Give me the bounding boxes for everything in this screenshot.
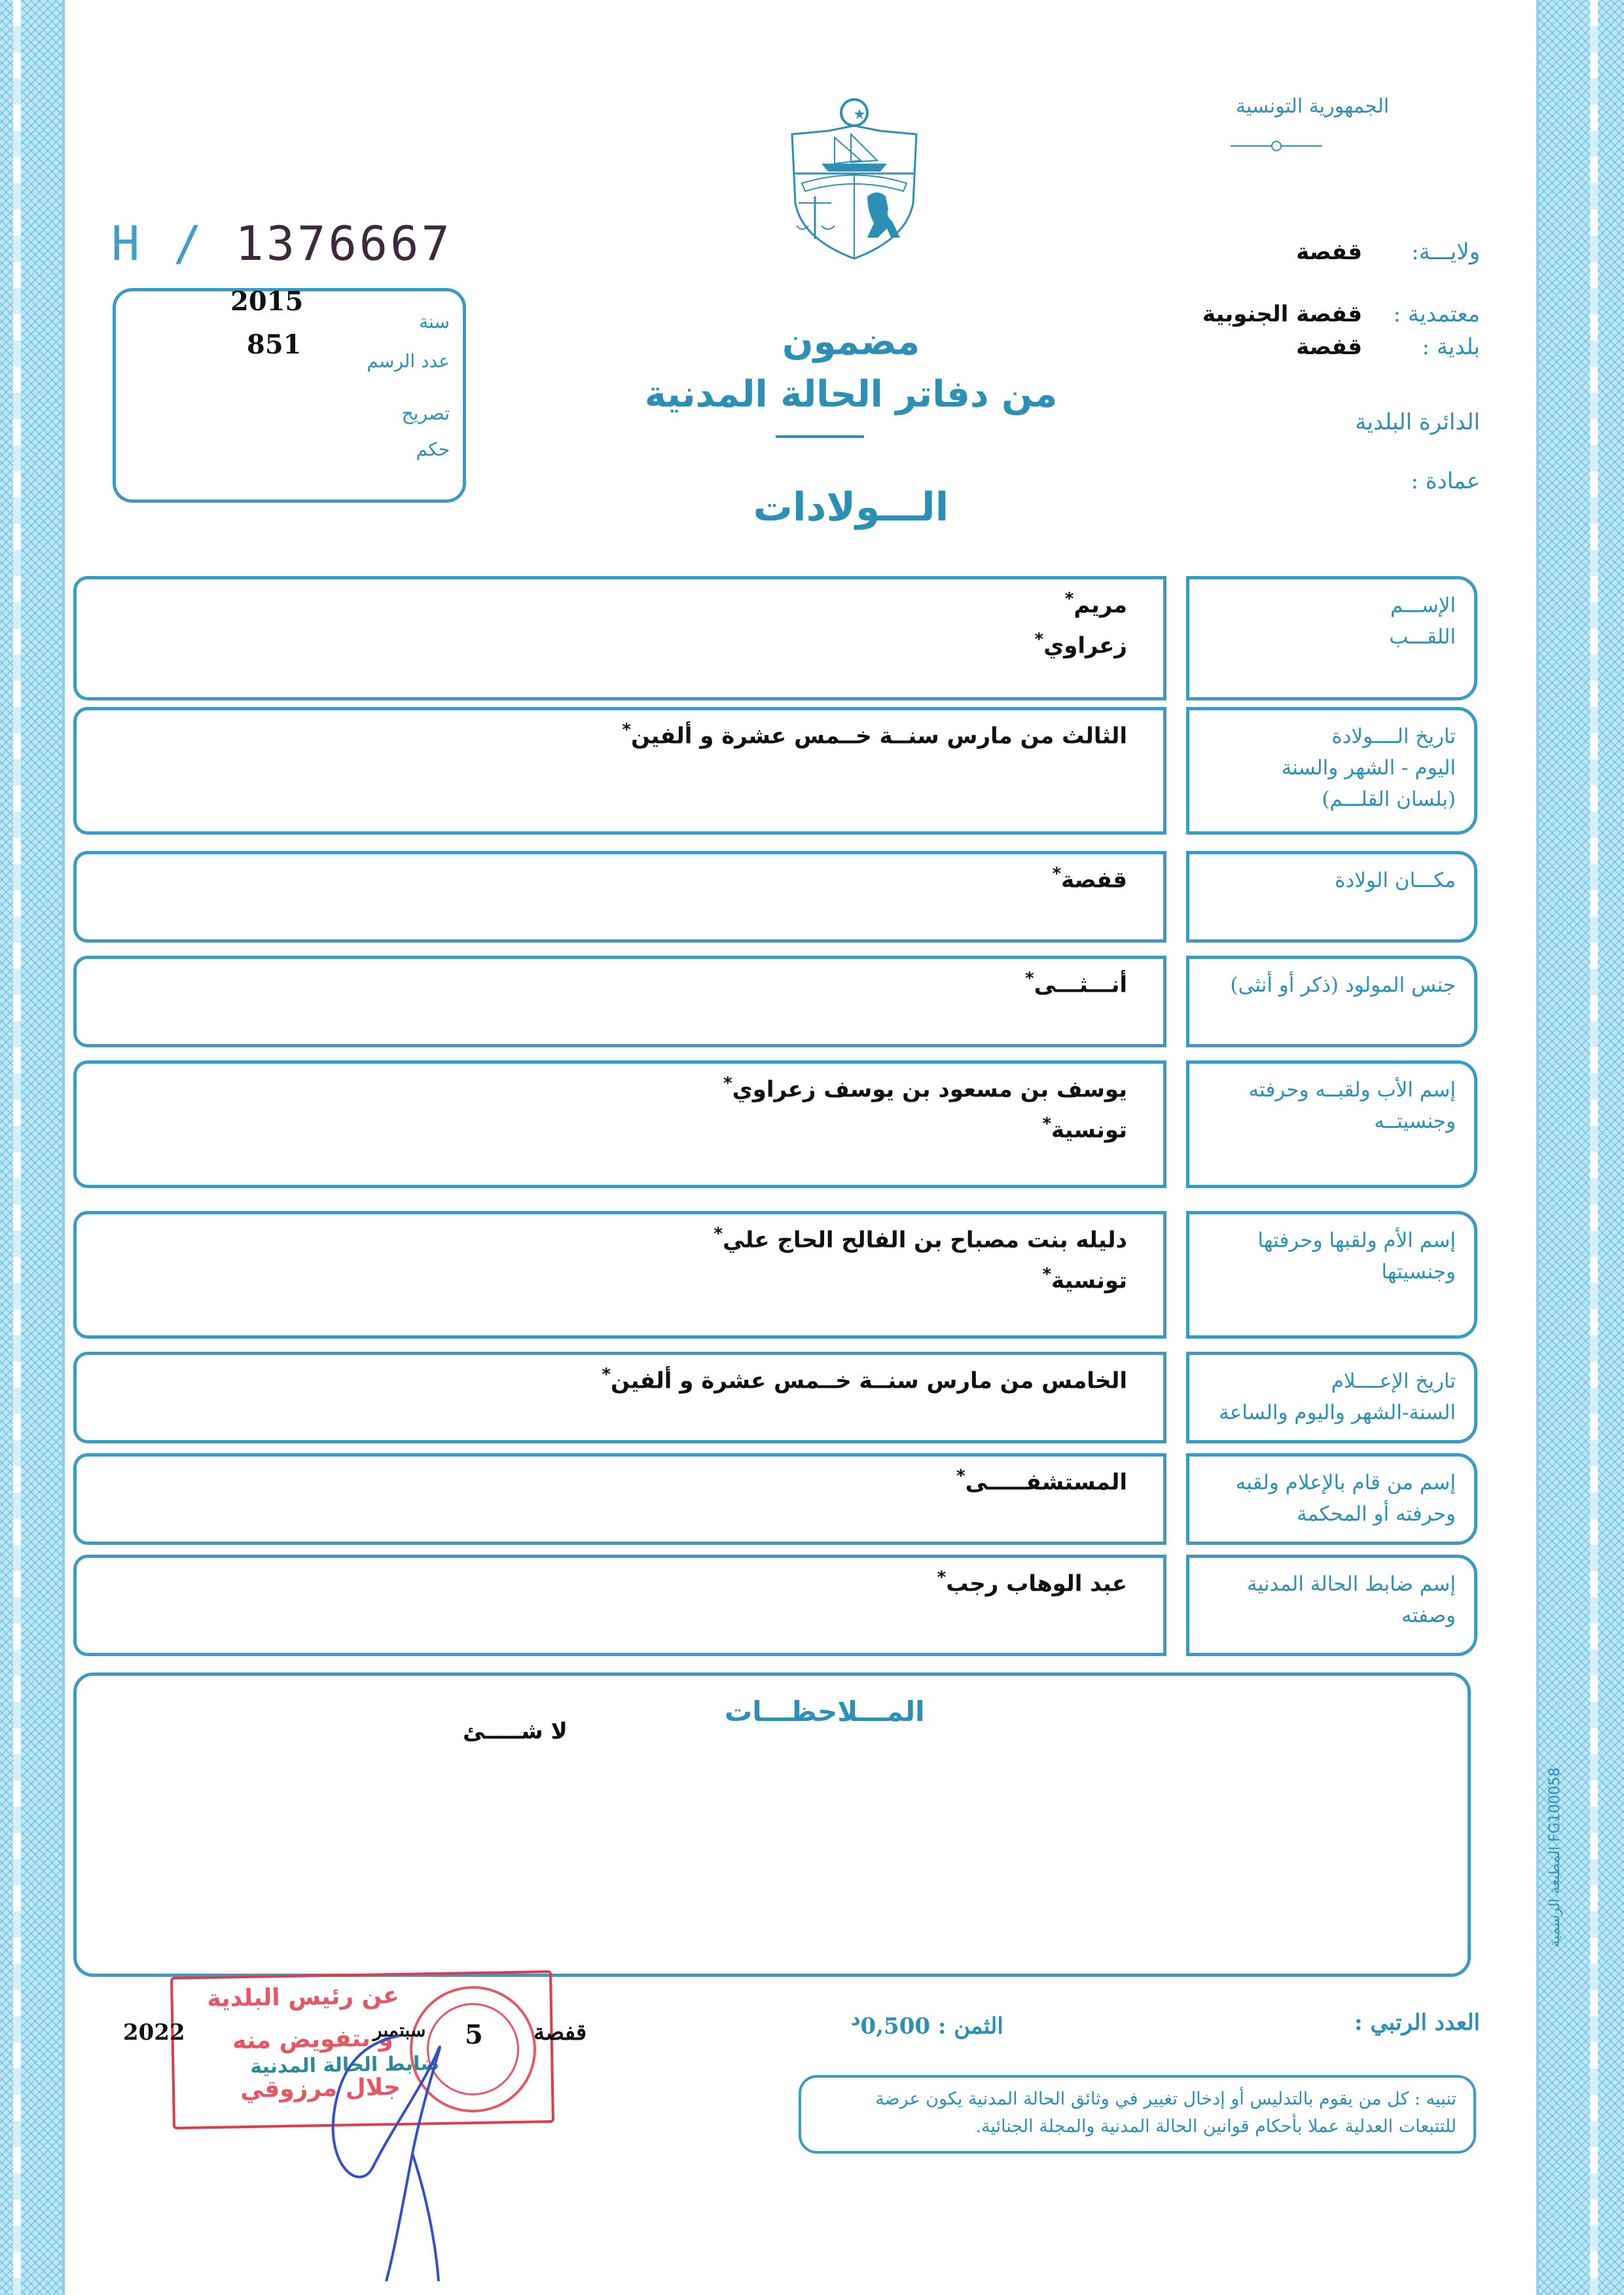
field-value: الخامس من مارس سنــة خــمس عشرة و ألفين* <box>602 1365 1127 1394</box>
document-title-births: الـــولادات <box>753 484 949 530</box>
field-value: تونسية* <box>1042 1264 1127 1294</box>
price <box>851 2008 1003 2039</box>
field-row <box>73 851 1477 943</box>
record-number-value: 851 <box>247 329 302 360</box>
field-row <box>73 1453 1477 1545</box>
field-label-box <box>1186 1352 1477 1443</box>
field-value: عبد الوهاب رجب* <box>937 1568 1127 1597</box>
stamp-line-1: عن رئيس البلدية <box>206 1982 399 2013</box>
title-underline <box>776 435 864 438</box>
date-day: 5 <box>465 2019 483 2050</box>
district-row <box>1355 409 1480 435</box>
value-marker: * <box>602 1365 611 1384</box>
field-label-box <box>1186 1453 1477 1545</box>
serial-value: 1376667 <box>235 216 452 271</box>
sector-label: عمادة : <box>1411 468 1480 494</box>
year-value: 2015 <box>230 286 304 317</box>
field-label: وحرفته أو المحكمة <box>1297 1502 1456 1527</box>
field-label-box <box>1186 1060 1477 1188</box>
printer-mark: المطبعة الرسمية FG100058 <box>1547 1767 1563 1947</box>
governorate-row <box>1296 239 1480 265</box>
value-marker: * <box>1042 1113 1052 1134</box>
field-row <box>73 956 1477 1047</box>
field-label: وصفته <box>1401 1604 1456 1628</box>
price-label: الثمن : <box>937 2013 1003 2040</box>
field-row <box>73 1211 1477 1339</box>
field-label: تاريخ الــــولادة <box>1331 725 1456 748</box>
field-value: الثالث من مارس سنــة خــمس عشرة و ألفين* <box>622 720 1127 750</box>
municipality-value: قفصة <box>1296 334 1362 360</box>
field-value: قفصة* <box>1052 864 1127 894</box>
republic-title: الجمهورية التونسية <box>1235 95 1390 118</box>
field-value-box <box>73 1211 1166 1339</box>
governorate-label: ولايـــة: <box>1411 239 1480 265</box>
field-value: تونسية* <box>1042 1113 1127 1144</box>
delegation-row <box>1202 288 1480 327</box>
field-label: السنة-الشهر واليوم والساعة <box>1219 1401 1456 1425</box>
field-label: إسم الأم ولقبها وحرفتها <box>1257 1229 1456 1252</box>
governorate-value: قفصة <box>1296 239 1362 265</box>
field-value: أنـــثـــى* <box>1024 969 1127 998</box>
field-row <box>73 1555 1477 1656</box>
field-value: زعراوي* <box>1034 629 1127 659</box>
judgment-label: حكم <box>416 439 450 460</box>
delegation-label: معتمدية : <box>1393 301 1480 327</box>
field-label: (بلسان القلـــم) <box>1322 787 1456 812</box>
field-label: تاريخ الإعــــلام <box>1331 1369 1456 1393</box>
field-label: جنس المولود (ذكر أو أنثى) <box>1230 973 1456 997</box>
registration-box <box>113 288 466 503</box>
value-marker: * <box>1052 864 1062 884</box>
legal-warning-text: تنبيه : كل من يقوم بالتدليس أو إدخال تغيير في وثائق الحالة المدنية يكون عرضة للتتبعات العدلية عملا بأحكام قوانين الحالة المدنية والمجلة الجنائية. <box>875 2089 1456 2137</box>
guilloche-border-right <box>1536 0 1624 2295</box>
date-month: سبتمبر <box>373 2019 426 2041</box>
field-label-box <box>1186 1555 1477 1656</box>
guilloche-border-left <box>0 0 65 2295</box>
value-marker: * <box>622 720 632 740</box>
field-label: وجنسيتها <box>1381 1260 1456 1284</box>
stamp-line-2: و بتفويض منه <box>232 2025 394 2055</box>
district-label: الدائرة البلدية <box>1355 409 1480 435</box>
field-value-box <box>73 1060 1166 1188</box>
field-label-box <box>1186 851 1477 943</box>
value-marker: * <box>713 1224 723 1244</box>
tunisia-coat-of-arms-icon <box>782 98 926 262</box>
legal-warning-box <box>799 2075 1476 2154</box>
field-label: اليوم - الشهر والسنة <box>1281 756 1456 780</box>
date-year: 2022 <box>123 2019 185 2046</box>
field-value-box <box>73 576 1166 700</box>
price-value: 0,500 <box>860 2013 931 2040</box>
republic-divider <box>1231 145 1322 147</box>
field-label-box <box>1186 707 1477 835</box>
value-marker: * <box>1064 589 1074 609</box>
record-number-label: عدد الرسم <box>367 350 450 372</box>
field-label: اللقـــب <box>1389 625 1456 649</box>
field-value-box <box>73 707 1166 835</box>
field-label: إسم من قام بالإعلام ولقبه <box>1235 1471 1456 1494</box>
document-serial-number <box>111 216 452 271</box>
value-marker: * <box>956 1466 965 1486</box>
year-label: سنة <box>419 311 450 333</box>
field-label-box <box>1186 576 1477 700</box>
field-row <box>73 576 1477 700</box>
field-value-box <box>73 851 1166 943</box>
field-label: وجنسيتــه <box>1374 1110 1456 1134</box>
field-label: إسم الأب ولقبــه وحرفته <box>1248 1078 1456 1102</box>
signature-icon <box>288 2023 497 2285</box>
delegation-value: قفصة الجنوبية <box>1202 301 1362 327</box>
field-value: دليله بنت مصباح بن الفالح الحاج علي* <box>713 1224 1127 1254</box>
value-marker: * <box>1024 969 1034 988</box>
remarks-box <box>73 1672 1471 1977</box>
field-value-box <box>73 1555 1166 1656</box>
value-marker: * <box>937 1568 947 1587</box>
municipality-label: بلدية : <box>1422 334 1480 360</box>
document-title-extract: مضمون <box>782 321 920 363</box>
field-value-box <box>73 1352 1166 1443</box>
price-unit: د <box>851 2008 861 2030</box>
field-value-box <box>73 1453 1166 1545</box>
remarks-value: لا شـــــئ <box>463 1718 568 1744</box>
field-label: مكـــان الولادة <box>1335 869 1456 892</box>
stamp-line-3: جلال مرزوقي <box>240 2073 401 2104</box>
sector-row <box>1388 468 1480 494</box>
field-label-box <box>1186 1211 1477 1339</box>
municipality-row <box>1296 334 1480 360</box>
serial-number-label: العدد الرتبي : <box>1354 2010 1480 2036</box>
declaration-label: تصريح <box>401 403 450 424</box>
document-title-registers: من دفاتر الحالة المدنية <box>644 373 1058 416</box>
date-place: قفصة <box>533 2019 587 2046</box>
value-marker: * <box>1034 629 1044 649</box>
remarks-title: المـــلاحظـــات <box>725 1695 925 1727</box>
field-label: الإســـم <box>1390 594 1456 617</box>
field-row <box>73 1060 1477 1188</box>
field-label: إسم ضابط الحالة المدنية <box>1246 1572 1456 1596</box>
field-value: يوسف بن مسعود بن يوسف زعراوي* <box>723 1074 1127 1103</box>
field-value: المستشفـــــى* <box>956 1466 1127 1496</box>
value-marker: * <box>1042 1264 1052 1284</box>
field-row <box>73 707 1477 835</box>
field-label-box <box>1186 956 1477 1047</box>
field-value-box <box>73 956 1166 1047</box>
field-value: مريم* <box>1064 589 1127 619</box>
serial-prefix: H / <box>111 216 205 271</box>
field-row <box>73 1352 1477 1443</box>
stamp-officer-title: ضابط الحالة المدنية <box>249 2051 440 2078</box>
value-marker: * <box>723 1074 732 1093</box>
